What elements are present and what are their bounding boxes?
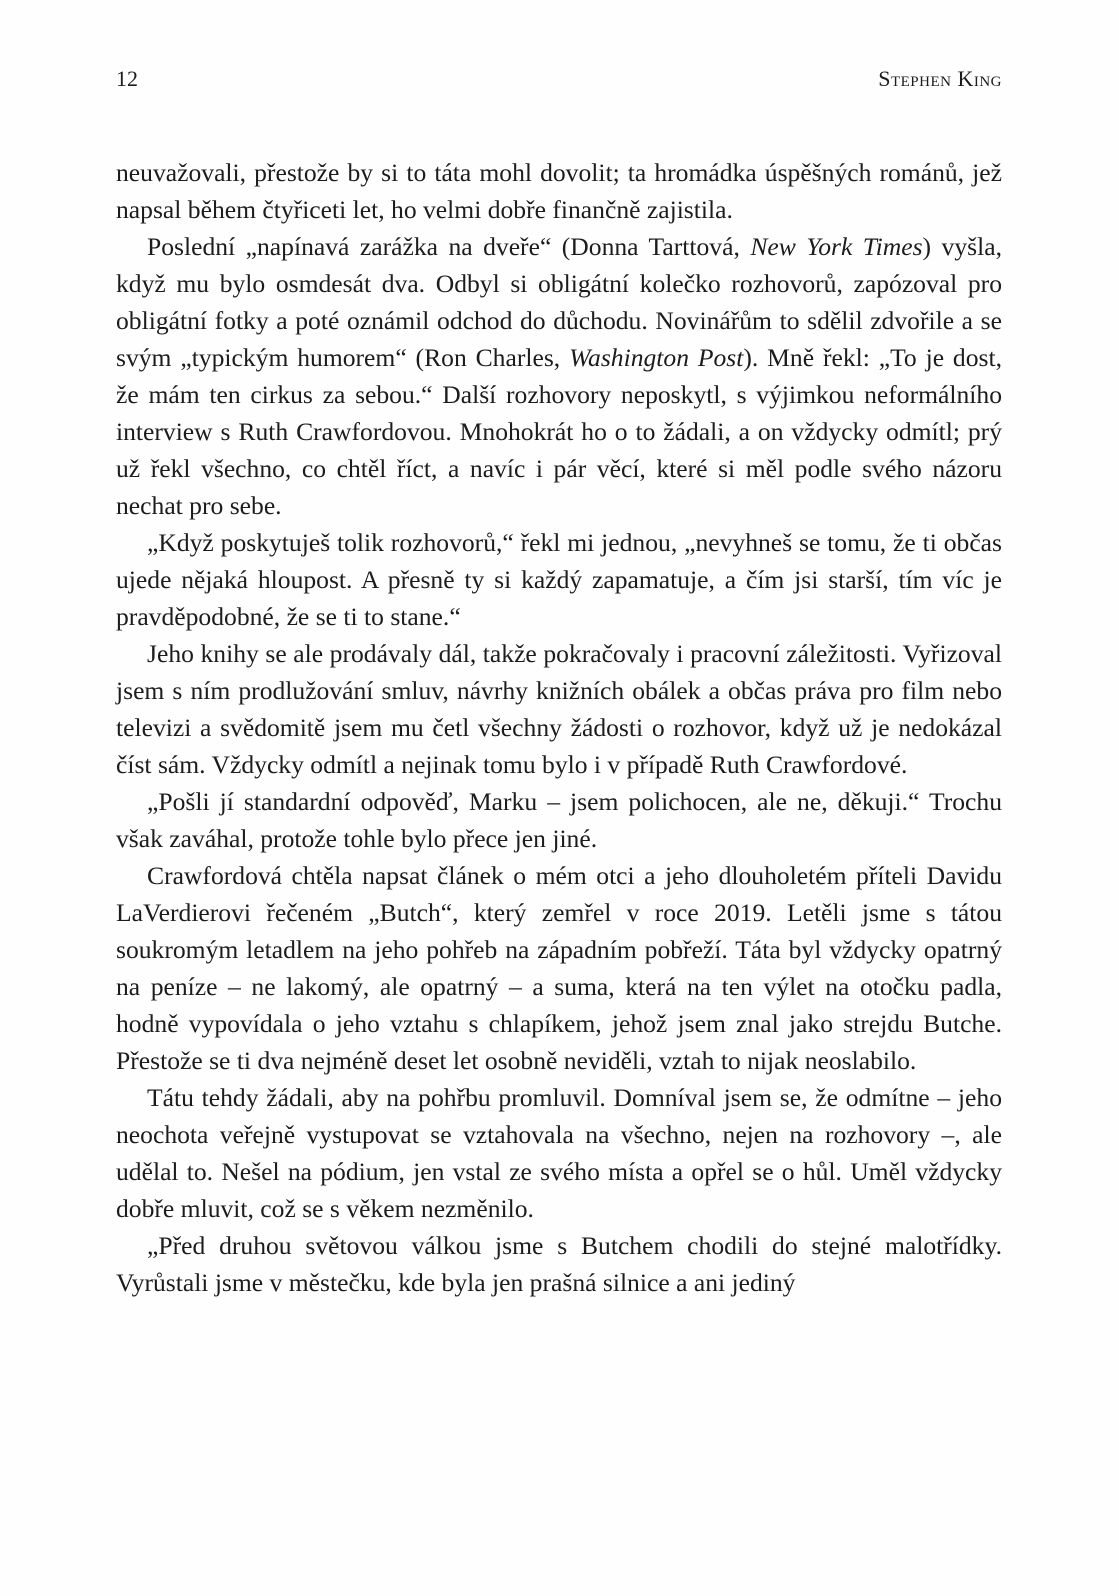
- paragraph: [116, 783, 1002, 857]
- text-segment: „Před druhou světovou válkou jsme s Butchem chodili do stejné malotřídky. Vyrůstali jsme v městečku, kde byla jen prašná silnice a ani jediný: [116, 1231, 1002, 1297]
- text-segment: neuvažovali, přestože by si to táta mohl dovolit; ta hromádka úspěšných románů, jež napsal během čtyřiceti let, ho velmi dobře finančně zajistila.: [116, 158, 1002, 224]
- paragraph: [116, 635, 1002, 783]
- text-segment: „Když poskytuješ tolik rozhovorů,“ řekl mi jednou, „nevyhneš se tomu, že ti občas ujede nějaká hloupost. A přesně ty si každý zapamatuje, a čím jsi starší, tím víc je pravděpodobné, že se ti to stane.“: [116, 528, 1002, 631]
- text-segment: Tátu tehdy žádali, aby na pohřbu promluvil. Domníval jsem se, že odmítne – jeho neochota veřejně vystupovat se vztahovala na všechno, nejen na rozhovory –, ale udělal to. Nešel na pódium, jen vstal ze svého místa a opřel se o hůl. Uměl vždycky dobře mluvit, což se s věkem nezměnilo.: [116, 1083, 1002, 1223]
- text-segment: ) vyšla, když mu bylo osmdesát dva. Odbyl si obligátní kolečko rozhovorů, zapózoval pro obligátní fotky a poté oznámil odchod do důchodu. Novinářům to sdělil zdvořile a se svým „typickým humorem“ (Ron Charles,: [116, 232, 1002, 372]
- text-segment: „Pošli jí standardní odpověď, Marku – jsem polichocen, ale ne, děkuji.“ Trochu však zaváhal, protože tohle bylo přece jen jiné.: [116, 787, 1002, 853]
- running-head: [116, 66, 1002, 96]
- paragraph: [116, 228, 1002, 524]
- page-number: 12: [116, 66, 138, 91]
- text-segment: Poslední „napínavá zarážka na dveře“ (Donna Tarttová,: [147, 232, 751, 261]
- paragraph: [116, 524, 1002, 635]
- italic-text: New York Times: [750, 232, 923, 261]
- paragraph: [116, 1079, 1002, 1227]
- body-text: [116, 154, 1002, 1301]
- text-segment: ). Mně řekl: „To je dost, že mám ten cirkus za sebou.“ Další rozhovory neposkytl, s výjimkou neformálního interview s Ruth Crawfordovou. Mnohokrát ho o to žádali, a on vždycky odmítl; prý už řekl všechno, co chtěl říct, a navíc i pár věcí, které si měl podle svého názoru nechat pro sebe.: [116, 343, 1002, 520]
- paragraph: [116, 857, 1002, 1079]
- paragraph: [116, 1227, 1002, 1301]
- running-title: Stephen King: [878, 66, 1002, 91]
- text-segment: Jeho knihy se ale prodávaly dál, takže pokračovaly i pracovní záležitosti. Vyřizoval jsem s ním prodlužování smluv, návrhy knižních obálek a občas práva pro film nebo televizi a svědomitě jsem mu četl všechny žádosti o rozhovor, když už je nedokázal číst sám. Vždycky odmítl a nejinak tomu bylo i v případě Ruth Crawfordové.: [116, 639, 1002, 779]
- paragraph: [116, 154, 1002, 228]
- text-segment: Crawfordová chtěla napsat článek o mém otci a jeho dlouholetém příteli Davidu LaVerdierovi řečeném „Butch“, který zemřel v roce 2019. Letěli jsme s tátou soukromým letadlem na jeho pohřeb na západním pobřeží. Táta byl vždycky opatrný na peníze – ne lakomý, ale opatrný – a suma, která na ten výlet na otočku padla, hodně vypovídala o jeho vztahu s chlapíkem, jehož jsem znal jako strejdu Butche. Přestože se ti dva nejméně deset let osobně neviděli, vztah to nijak neoslabilo.: [116, 861, 1002, 1075]
- italic-text: Washington Post: [569, 343, 744, 372]
